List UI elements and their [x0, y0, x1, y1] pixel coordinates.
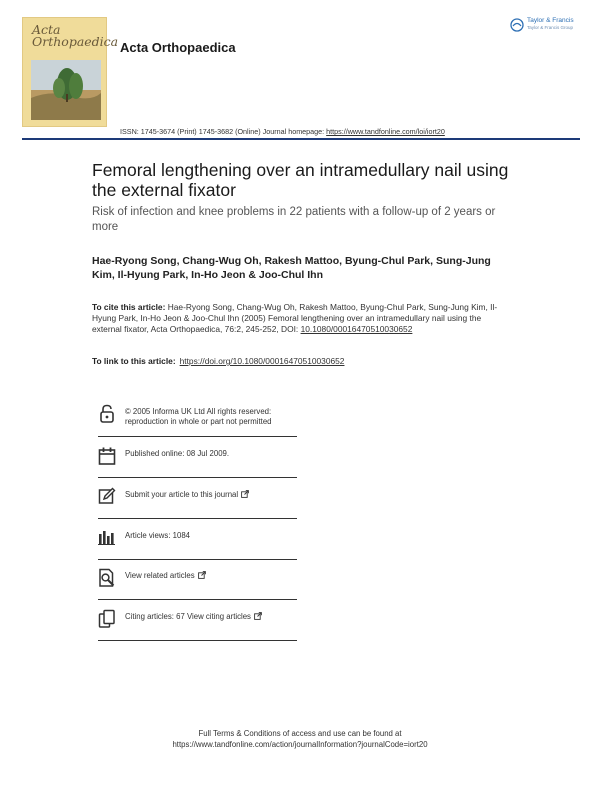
citation-text: Hae-Ryong Song, Chang-Wug Oh, Rakesh Mattoo, Byung-Chul Park, Sung-Jung Kim, Il-Hyung Park, In-Ho Jeon & Joo-Chul Ihn (2005) Femoral lengthening over an intramedullary nail using the external fixator, Acta Orthopaedica, 76:2, 245-252, DOI: [92, 302, 498, 334]
cover-landscape-illustration [31, 60, 101, 120]
publisher-logo[interactable] [510, 16, 582, 38]
row-divider [98, 559, 297, 560]
terms-footer-text: Full Terms & Conditions of access and use can be found at [198, 729, 402, 738]
copyright-text: © 2005 Informa UK Ltd All rights reserved: reproduction in whole or part not permitted [125, 407, 272, 426]
journal-name[interactable]: Acta Orthopaedica [120, 40, 236, 55]
journal-homepage-link[interactable]: https://www.tandfonline.com/loi/iort20 [326, 127, 445, 136]
edit-icon [98, 487, 116, 507]
calendar-icon [98, 446, 116, 466]
view-related-articles-link[interactable]: View related articles [125, 571, 305, 581]
view-citing-articles-link[interactable]: Citing articles: 67 View citing articles [125, 612, 305, 622]
lock-icon [98, 404, 116, 424]
bar-chart-icon [98, 528, 116, 548]
article-doi-link[interactable]: https://doi.org/10.1080/00016470510030652 [179, 356, 345, 366]
external-link-icon [198, 571, 206, 579]
publisher-logo-text: Taylor & Francis Taylor & Francis Group [527, 17, 574, 30]
article-link-label: To link to this article: [92, 356, 176, 366]
external-link-icon [254, 612, 262, 620]
search-document-icon [98, 568, 116, 588]
article-views: Article views: 1084 [125, 531, 191, 540]
submit-row[interactable] [98, 487, 297, 517]
row-divider [98, 518, 297, 519]
citing-documents-icon [98, 609, 116, 629]
issn-text: ISSN: 1745-3674 (Print) 1745-3682 (Online) Journal homepage: [120, 127, 327, 136]
citing-row[interactable] [98, 609, 297, 639]
row-divider [98, 599, 297, 600]
citation-label: To cite this article: [92, 302, 166, 312]
publisher-logo-icon [510, 18, 524, 32]
article-title: Femoral lengthening over an intramedullary nail using the external fixator [92, 160, 509, 200]
related-row[interactable] [98, 568, 297, 598]
published-date: Published online: 08 Jul 2009. [125, 449, 230, 458]
header-divider [22, 138, 580, 140]
published-row [98, 446, 297, 476]
terms-footer-link[interactable]: https://www.tandfonline.com/action/journalInformation?journalCode=iort20 [172, 740, 428, 749]
issn-line [120, 127, 445, 136]
row-divider [98, 477, 297, 478]
row-divider [98, 640, 297, 641]
citation-block [92, 302, 502, 335]
article-subtitle: Risk of infection and knee problems in 22 patients with a follow-up of 2 years or more [92, 206, 496, 233]
citation-doi-link[interactable]: 10.1080/00016470510030652 [300, 324, 413, 334]
terms-footer [100, 728, 500, 750]
cover-title: Acta Orthopaedica [32, 22, 119, 49]
journal-cover-image [22, 17, 119, 127]
article-link-line [92, 356, 344, 366]
submit-article-link[interactable]: Submit your article to this journal [125, 490, 305, 500]
article-authors: Hae-Ryong Song, Chang-Wug Oh, Rakesh Mattoo, Byung-Chul Park, Sung-Jung Kim, Il-Hyung Park, In-Ho Jeon & Joo-Chul Ihn [92, 255, 491, 281]
row-divider [98, 436, 297, 437]
external-link-icon [241, 490, 249, 498]
copyright-row [98, 404, 297, 434]
views-row [98, 528, 297, 558]
